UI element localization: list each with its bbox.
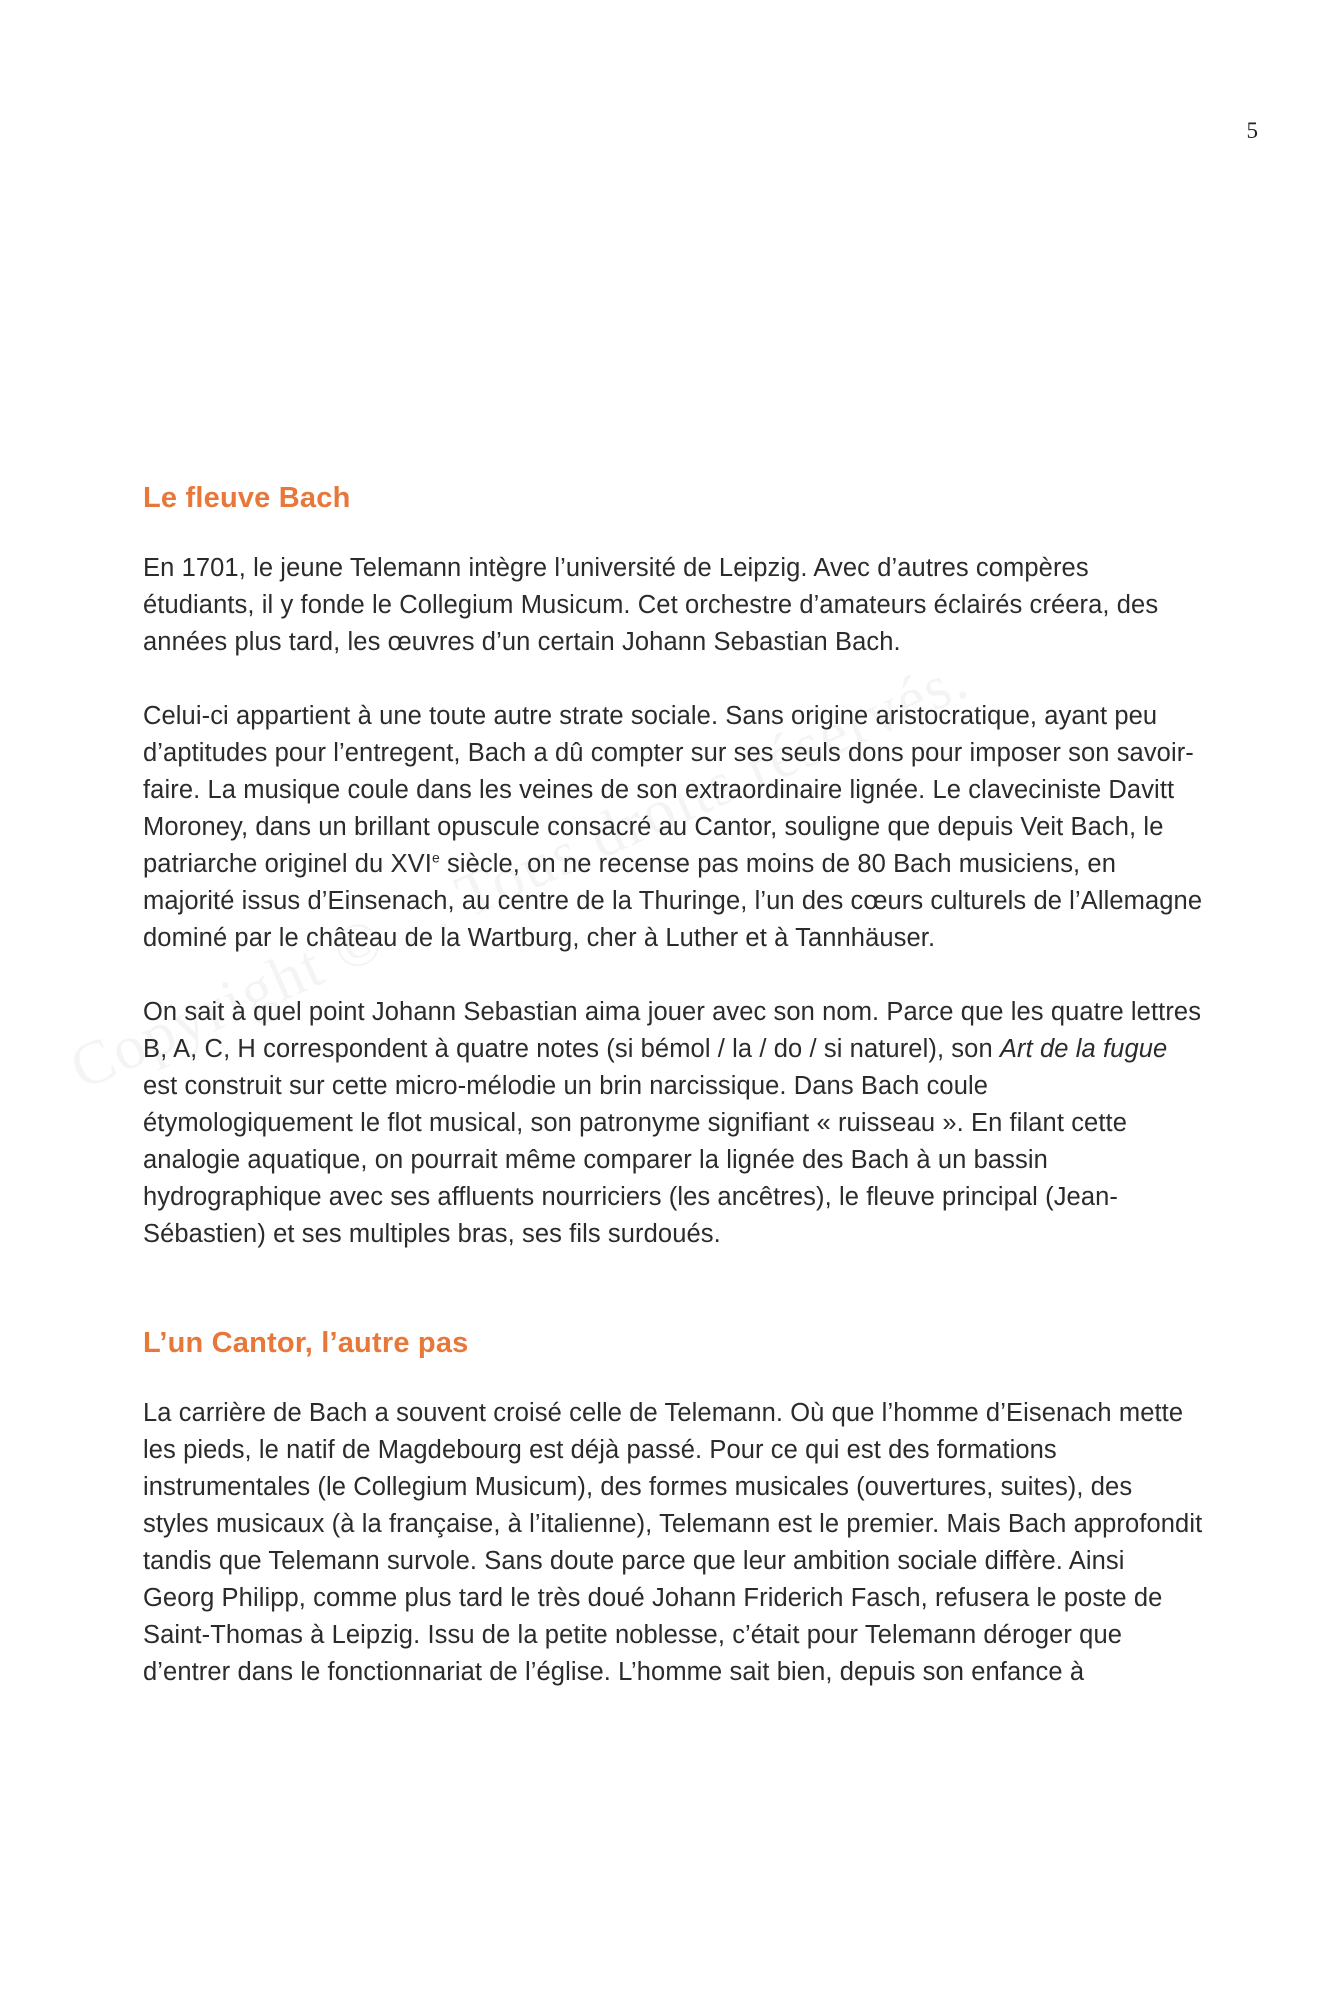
italic-title: Art de la fugue (999, 1035, 1168, 1063)
section-title-le-fleuve-bach: Le fleuve Bach (143, 482, 351, 514)
paragraph-bach-name (143, 994, 1203, 1253)
page-content (143, 476, 1203, 1691)
paragraph-text: Celui-ci appartient à une toute autre strate sociale. Sans origine aristocratique, ayant peu d’aptitudes pour l’entregent, Bach a dû compter sur ses seuls dons pour imposer son savoir-faire. La musique coule dans les veines de son extraordinaire lignée. Le claveciniste Davitt Moroney, dans un brillant opuscule consacré au Cantor, souligne que depuis Veit Bach, le patriarche originel du XVI (143, 702, 1194, 878)
paragraph-bach-lineage (143, 698, 1203, 957)
paragraph-collegium-musicum: En 1701, le jeune Telemann intègre l’université de Leipzig. Avec d’autres compères étudiants, il y fonde le Collegium Musicum. Cet orchestre d’amateurs éclairés créera, des années plus tard, les œuvres d’un certain Johann Sebastian Bach. (143, 554, 1159, 656)
page-number: 5 (1246, 118, 1258, 143)
paragraph-text: est construit sur cette micro-mélodie un brin narcissique. Dans Bach coule étymologiquement le flot musical, son patronyme signifiant « ruisseau ». En filant cette analogie aquatique, on pourrait même comparer la lignée des Bach à un bassin hydrographique avec ses affluents nourriciers (les ancêtres), le fleuve principal (Jean-Sébastien) et ses multiples bras, ses fils surdoués. (143, 1072, 1127, 1248)
superscript: e (431, 849, 440, 866)
section-title-cantor: L’un Cantor, l’autre pas (143, 1327, 469, 1359)
paragraph-bach-telemann-careers: La carrière de Bach a souvent croisé celle de Telemann. Où que l’homme d’Eisenach mette les pieds, le natif de Magdebourg est déjà passé. Pour ce qui est des formations instrumentales (le Collegium Musicum), des formes musicales (ouvertures, suites), des styles musicaux (à la française, à l’italienne), Telemann est le premier. Mais Bach approfondit tandis que Telemann survole. Sans doute parce que leur ambition sociale diffère. Ainsi Georg Philipp, comme plus tard le très doué Johann Friderich Fasch, refusera le poste de Saint-Thomas à Leipzig. Issu de la petite noblesse, c’était pour Telemann déroger que d’entrer dans le fonctionnariat de l’église. L’homme sait bien, depuis son enfance à (143, 1399, 1203, 1686)
paragraph-text: On sait à quel point Johann Sebastian aima jouer avec son nom. Parce que les quatre lettres B, A, C, H correspondent à quatre notes (si bémol / la / do / si naturel), son (143, 998, 1202, 1063)
paragraph-text: siècle, on ne recense pas moins de 80 Bach musiciens, en majorité issus d’Einsenach, au centre de la Thuringe, l’un des cœurs culturels de l’Allemagne dominé par le château de la Wartburg, cher à Luther et à Tannhäuser. (143, 850, 1203, 952)
